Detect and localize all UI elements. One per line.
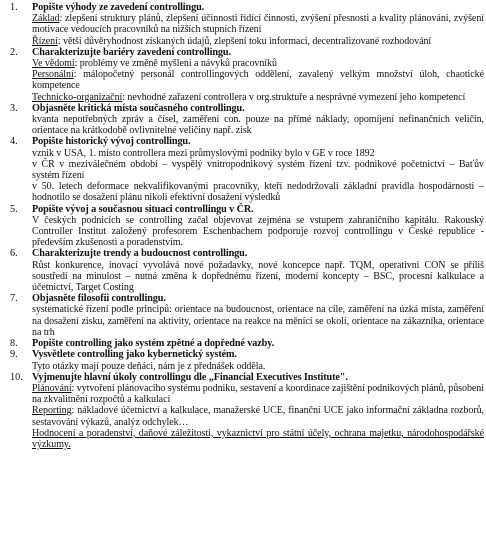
list-item bbox=[0, 372, 486, 450]
list-item bbox=[0, 136, 486, 203]
answer-line bbox=[32, 92, 484, 103]
list-item bbox=[0, 2, 486, 47]
answer-text: : nevhodné zařazení controllera v org.struktuře a nesprávné vymezení jeho kompetencí bbox=[122, 91, 466, 103]
answer-line bbox=[32, 361, 484, 372]
item-number: 2. bbox=[10, 46, 18, 58]
list-item bbox=[0, 293, 486, 338]
item-number: 8. bbox=[10, 338, 18, 350]
answer-line bbox=[32, 114, 484, 136]
question-heading: Popište controlling jako systém zpětné a dopředné vazby. bbox=[32, 338, 275, 350]
answer-text: Tyto otázky mají pouze deňáci, nám je z přednášek odděla. bbox=[32, 360, 266, 372]
item-number: 4. bbox=[10, 136, 18, 148]
list-item bbox=[0, 204, 486, 249]
answer-line bbox=[32, 383, 484, 405]
answer-text: systematické řízení podle principů: orientace na budoucnost, orientace na cíle, zaměření na úzká místa, zaměření na dosažení zisku, zaměření na aktivity, orientace na reakce na měnící se okolí, orientace na zákazníka, orientace na trh bbox=[32, 304, 484, 338]
answer-label: Ve vědomí bbox=[32, 58, 75, 70]
item-number: 1. bbox=[10, 2, 18, 13]
answer-text: kvanta nepotřebných zpráv a čísel, zaměření con. pouze na přímé náklady, opomíjení nefinančních veličin, orientace na krátkodobě ovlivnitelné veličiny např. zisk bbox=[32, 114, 484, 137]
item-number: 10. bbox=[10, 371, 23, 383]
answer-label: Plánování bbox=[32, 382, 72, 394]
answer-text: V českých podnicích se controlling začal objevovat zejména se vstupem zahraničního kapitálu. Rakouský Controller Institut založený profesorem Eschenbachem podporuje rozvoj controllingu v České republice - především zkušenosti a poradenstvím. bbox=[32, 214, 484, 249]
question-heading: Vyjmenujte hlavní úkoly controllingu dle „Financial Executives Institute". bbox=[32, 371, 348, 383]
answer-text: : nákladové účetnictví a kalkulace, manažerské UCE, finanční UCE jako informační základna rozborů, sestavování výkazů, analýz odchylek… bbox=[32, 405, 484, 428]
answer-text: : málopočetný personál controllingových oddělení, zavalený velkým množství úloh, chaotické kompetence bbox=[32, 69, 484, 92]
answer-line bbox=[32, 181, 484, 203]
question-heading: Popište vývoj a současnou situaci controllingu v ČR. bbox=[32, 203, 254, 215]
list-item bbox=[0, 248, 486, 293]
answer-text: : zlepšení struktury plánů, zlepšení účinnosti řídící činnosti, zvýšení přesnosti a kvality plánování, zvýšení motivace vedoucích pracovníků na nižších stupních řízení bbox=[32, 13, 484, 36]
item-number: 6. bbox=[10, 248, 18, 260]
answer-label: Základ bbox=[32, 13, 60, 25]
answer-text: : větší důvěryhodnost získaných údajů, zlepšení toku informací, decentralizované rozhodování bbox=[57, 35, 432, 47]
question-heading: Charakterizujte bariéry zavedení controllingu. bbox=[32, 46, 231, 58]
answer-text: : problémy ve změně myšlení a návyků pracovníků bbox=[74, 58, 277, 70]
answer-label: Personální bbox=[32, 69, 74, 81]
list-item bbox=[0, 349, 486, 371]
answer-text: vznik v USA, 1. místo controllera mezi průmyslovými podniky bylo v GE v roce 1892 bbox=[32, 147, 375, 159]
item-number: 5. bbox=[10, 203, 18, 215]
question-heading: Charakterizujte trendy a budoucnost controllingu. bbox=[32, 248, 248, 260]
answer-line bbox=[32, 159, 484, 181]
question-heading: Vysvětlete controlling jako kybernetický systém. bbox=[32, 349, 237, 361]
answer-line bbox=[32, 304, 484, 338]
answer-line bbox=[32, 69, 484, 91]
answer-line bbox=[32, 260, 484, 294]
answer-line bbox=[32, 428, 484, 450]
question-heading: Objasněte filosofii controllingu. bbox=[32, 293, 166, 305]
list-item bbox=[0, 103, 486, 137]
answer-line bbox=[32, 36, 484, 47]
answer-text: v ČR v meziválečném období – vyspělý vnitropodnikový systém řízení tzv. podnikové početnictví – Baťův systém řízení bbox=[32, 158, 484, 182]
item-number: 9. bbox=[10, 349, 18, 361]
answer-text: : vytvoření plánovacího systému podniku, sestavení a koordinace zajištění podnikových plánů, působení na zkvalitnění rozpočtů a kalkulací bbox=[32, 382, 484, 406]
answer-text: Růst konkurence, inovací vyvolává nové požadavky, nové koncepce např. TQM, operativní CON se příliš soustředí na minulost – nutná změna k dopřednému řízení, moderní koncepty – BSC, procesní kalkulace a účetnictví, Target Costing bbox=[32, 259, 484, 294]
answer-label: Řízení bbox=[32, 35, 58, 47]
answer-label: Reporting bbox=[32, 405, 72, 417]
answer-line bbox=[32, 215, 484, 249]
question-heading: Popište výhody ze zavedení controllingu. bbox=[32, 2, 205, 13]
question-heading: Popište historický vývoj controllingu. bbox=[32, 136, 191, 148]
answer-line bbox=[32, 405, 484, 427]
answer-label: Technicko-organizační bbox=[32, 91, 123, 103]
answer-label: Hodnocení a poradenství, daňové záležitosti, vykaznictví pro státní účely, ochrana majetku, národohospodářské výzkumy. bbox=[32, 427, 484, 450]
document bbox=[0, 2, 486, 450]
answer-line bbox=[32, 13, 484, 35]
answer-text: v 50. letech deformace nekvalifikovanými pracovníky, kteří nedodržovali základní pravidla hospodárnosti – hodnotilo se dosažení plánu nikoli efektivní dosažení výsledků bbox=[32, 181, 484, 204]
item-number: 7. bbox=[10, 293, 18, 305]
answer-line bbox=[32, 148, 484, 159]
answer-line bbox=[32, 58, 484, 69]
item-number: 3. bbox=[10, 102, 18, 114]
question-heading: Objasněte kritická místa současného controllingu. bbox=[32, 102, 245, 114]
list-item bbox=[0, 47, 486, 103]
list-item bbox=[0, 338, 486, 349]
